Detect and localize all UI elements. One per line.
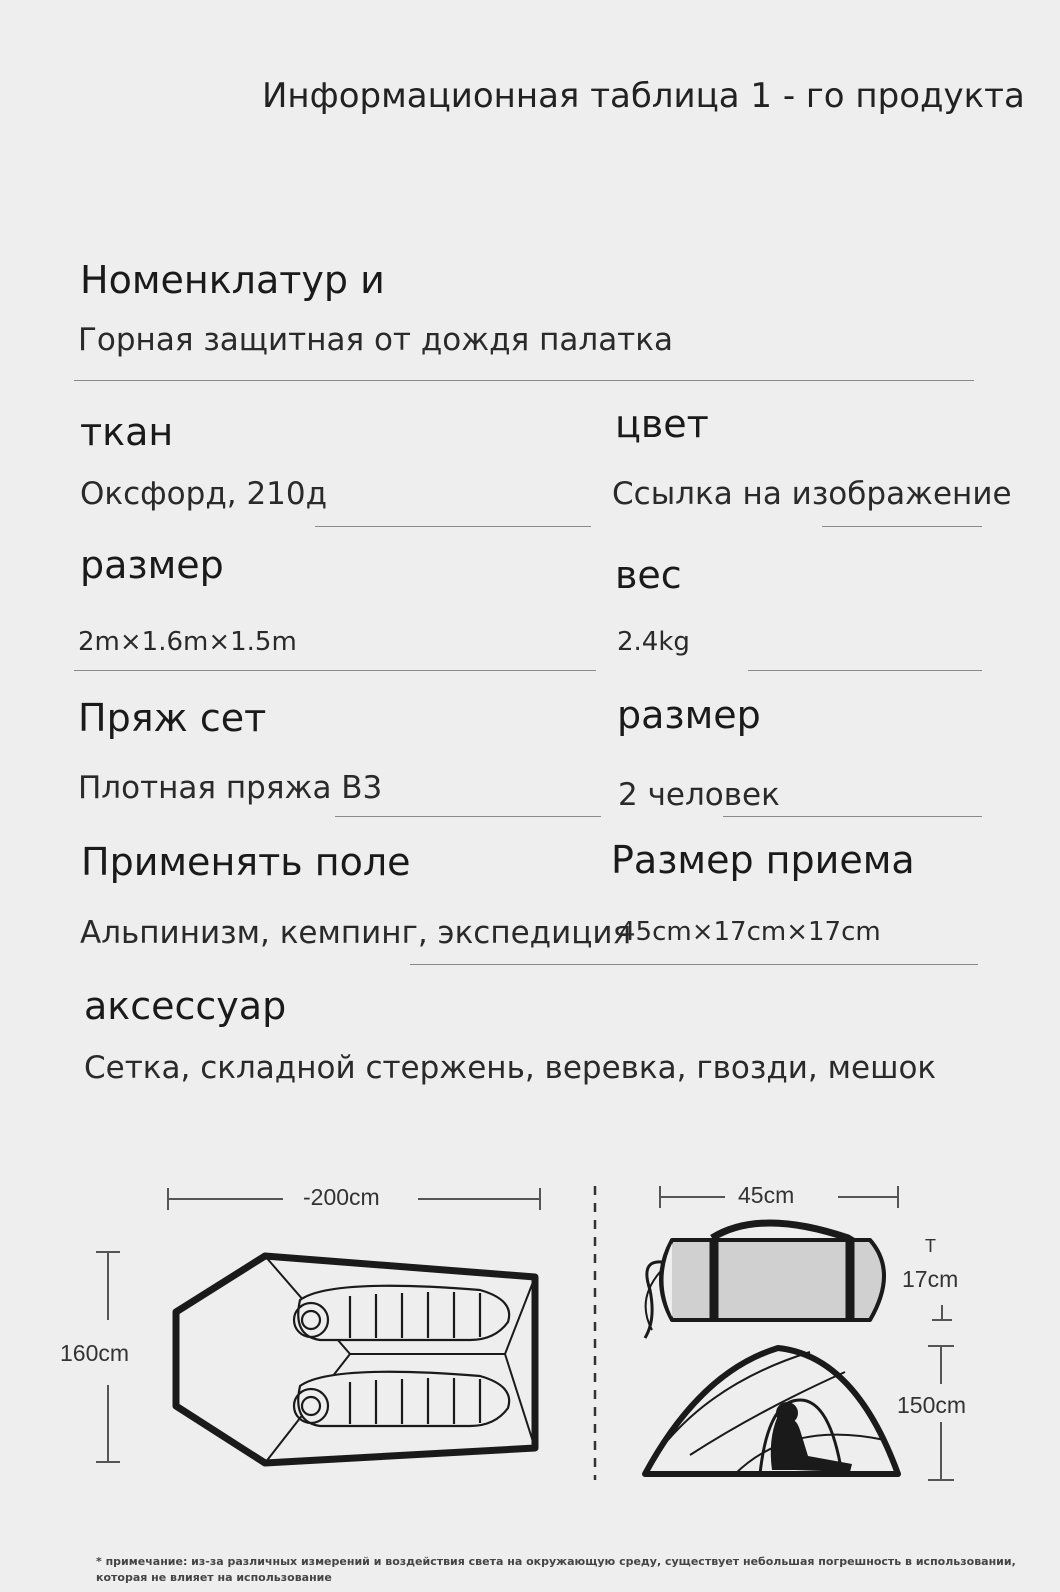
size-value: 2m×1.6m×1.5m [78,627,297,657]
nomenclature-value: Горная защитная от дождя палатка [78,322,673,358]
capacity-label: размер [617,693,761,737]
application-value: Альпинизм, кемпинг, экспедиция [80,915,632,951]
tent-height-label: 150cm [897,1392,967,1418]
accessories-value: Сетка, складной стержень, веревка, гвозди, мешок [84,1050,937,1086]
page-title: Информационная таблица 1 - го продукта [262,76,1025,116]
yarn-label: Пряж сет [78,696,267,740]
footnote: * примечание: из-за различных измерений и воздействия света на окружающую среду, существует небольшая погрешность в использовании, которая не влияет на использование [96,1555,1016,1584]
bag-height-mark: T [925,1236,936,1256]
accessories-label: аксессуар [84,984,287,1028]
fabric-label: ткан [80,410,174,454]
length-label: -200cm [303,1184,380,1210]
color-value: Ссылка на изображение [612,476,1012,512]
size-label: размер [80,543,224,587]
weight-value: 2.4kg [617,627,690,657]
pack-size-value: 45cm×17cm×17cm [619,917,881,947]
weight-label: вес [615,553,682,597]
tent-floor-plan-icon [176,1256,535,1463]
application-label: Применять поле [81,840,411,884]
color-label: цвет [615,402,709,446]
carry-bag-icon [645,1223,884,1338]
bag-length-label: 45cm [738,1182,795,1208]
fabric-value: Оксфорд, 210д [80,476,328,512]
nomenclature-label: Номенклатур и [80,258,385,302]
yarn-value: Плотная пряжа B3 [78,770,383,806]
width-label: 160cm [60,1340,130,1366]
pack-size-label: Размер приема [611,838,915,882]
dome-tent-icon [645,1348,898,1474]
capacity-value: 2 человек [618,777,780,813]
bag-height-dimension [932,1305,952,1320]
bag-height-label: 17cm [902,1266,959,1292]
